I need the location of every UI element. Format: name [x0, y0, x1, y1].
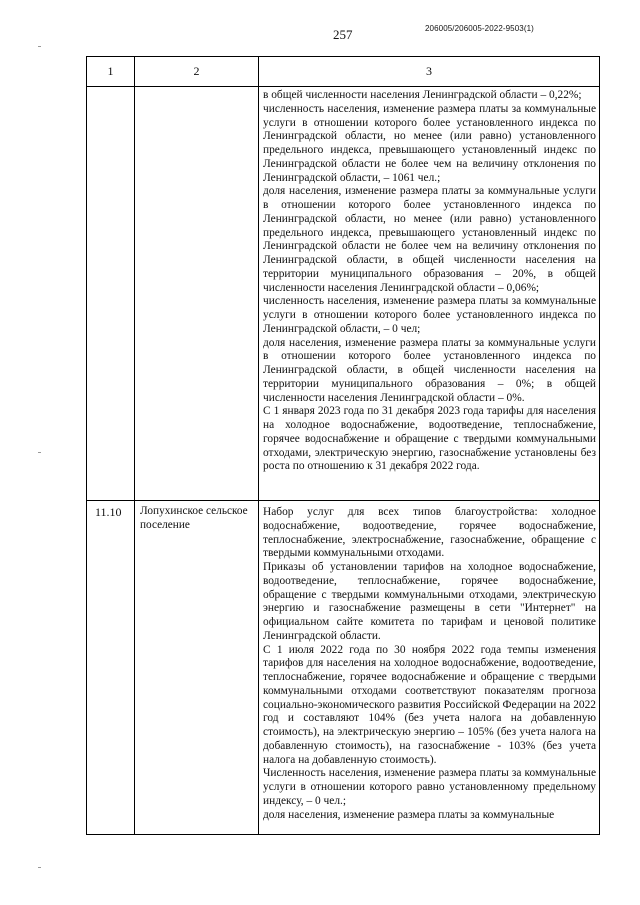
- table-row: [87, 87, 600, 501]
- column-header-3: 3: [259, 57, 600, 87]
- column-header-1: 1: [87, 57, 135, 87]
- paragraph: доля населения, изменение размера платы за коммунальные услуги в отношении которого более установленного индекса по Ленинградской области, в общей численности населения на территории муниципального образования – 0%; в общей численности населения Ленинградской области – 0%.: [263, 336, 596, 404]
- paragraph: С 1 июля 2022 года по 30 ноября 2022 года темпы изменения тарифов для населения на холодное водоснабжение, водоотведение, теплоснабжение, горячее водоснабжение и обращение с твердыми коммунальными отходами соответствуют показателям прогноза социально-экономического развития Российской Федерации на 2022 год и составляют 104% (без учета налога на добавленную стоимость), на электрическую энергию – 105% (без учета налога на добавленную стоимость), на газоснабжение - 103% (без учета налога на добавленную стоимость).: [263, 643, 596, 766]
- settlement-name: [135, 87, 258, 91]
- table-header-row: [87, 57, 600, 87]
- margin-mark: [38, 867, 41, 868]
- paragraph: Набор услуг для всех типов благоустройства: холодное водоснабжение, водоотведение, горячее водоснабжение, теплоснабжение, электроснабжение, газоснабжение, обращение с твердыми коммунальными отходами.: [263, 506, 596, 560]
- paragraph: Приказы об установлении тарифов на холодное водоснабжение, водоотведение, теплоснабжение, горячее водоснабжение, обращение с твердыми коммунальными отходами, электрическую энергию и газоснабжение размещены в сети "Интернет" на официальном сайте комитета по тарифам и ценовой политике Ленинградской области.: [263, 561, 596, 642]
- row-number-cell: [87, 87, 135, 501]
- table-row: [87, 501, 600, 835]
- paragraph: в общей численности населения Ленинградской области – 0,22%;: [263, 89, 582, 101]
- row-number: [87, 87, 134, 91]
- description-text: [259, 87, 599, 474]
- description-cell: [259, 87, 600, 501]
- description-text: [259, 501, 599, 822]
- margin-mark: [38, 452, 41, 453]
- page-number: 257: [333, 27, 353, 42]
- paragraph: Численность населения, изменение размера платы за коммунальные услуги в отношении которого равно установленному предельному индексу, – 0 чел.;: [263, 767, 596, 807]
- paragraph: доля населения, изменение размера платы за коммунальные: [263, 808, 555, 821]
- paragraph: доля населения, изменение размера платы за коммунальные услуги в отношении которого более установленного индекса по Ленинградской области, но менее (или равно) установленного предельного индекса, превышающего установленный индекс по Ленинградской области не более чем на величину отклонения по Ленинградской области, в общей численности населения на территории муниципального образования – 20%, в общей численности населения Ленинградской области – 0,06%;: [263, 185, 596, 294]
- paragraph: С 1 января 2023 года по 31 декабря 2023 года тарифы для населения на холодное водоснабжение, водоотведение, теплоснабжение, горячее водоснабжение и обращение с твердыми коммунальными отходами, электрическую энергию, газоснабжение установлены без роста по отношению к 31 декабря 2022 года.: [263, 405, 596, 473]
- settlement-name-cell: [135, 501, 259, 835]
- paragraph: численность населения, изменение размера платы за коммунальные услуги в отношении которого более установленного индекса по Ленинградской области, – 0 чел;: [263, 295, 596, 335]
- settlement-name: Лопухинское сельское поселение: [140, 505, 248, 531]
- tariff-table: [86, 56, 600, 835]
- document-id: 206005/206005-2022-9503(1): [425, 24, 534, 33]
- settlement-name-cell: [135, 87, 259, 501]
- column-header-2: 2: [135, 57, 259, 87]
- row-number-cell: [87, 501, 135, 835]
- paragraph: численность населения, изменение размера платы за коммунальные услуги в отношении которого более установленного индекса по Ленинградской области, но менее (или равно) установленного предельного индекса, превышающего установленный индекс по Ленинградской области не более чем на величину отклонения по Ленинградской области, – 1061 чел.;: [263, 102, 596, 184]
- row-number: 11.10: [95, 505, 122, 519]
- margin-mark: [38, 46, 41, 47]
- description-cell: [259, 501, 600, 835]
